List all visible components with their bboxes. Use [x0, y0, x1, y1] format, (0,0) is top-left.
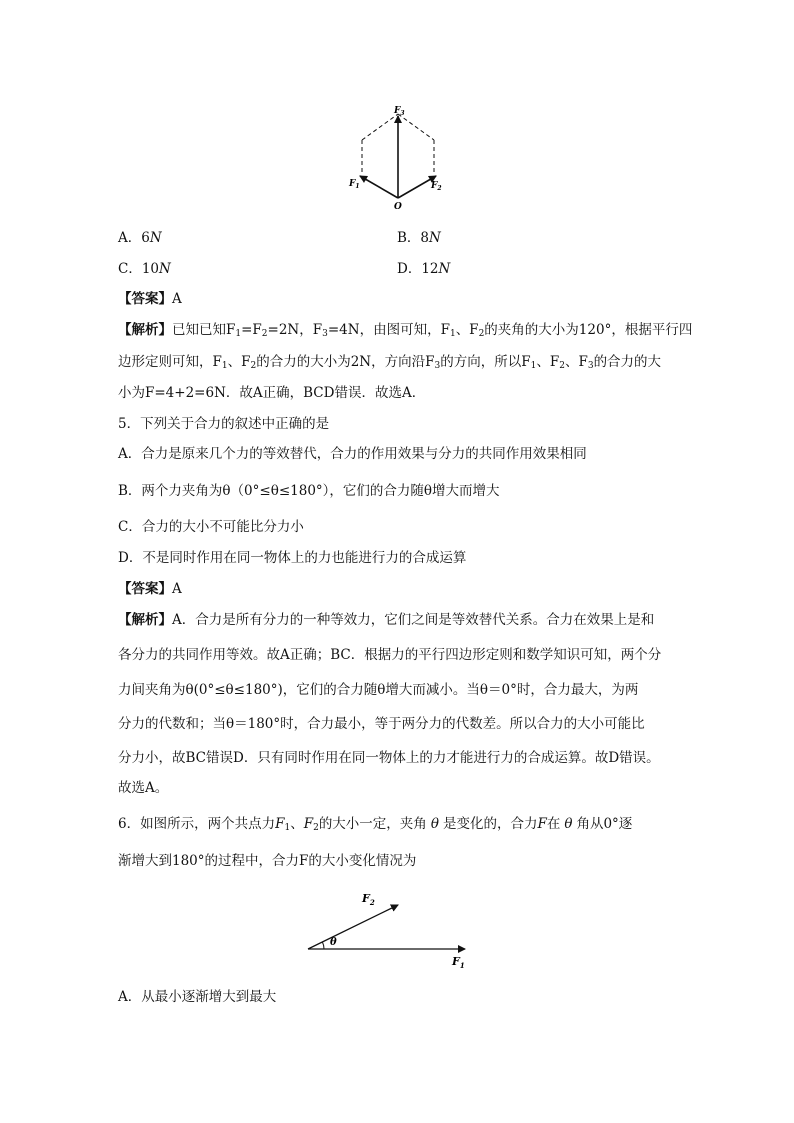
f1-label: $F_1$ [452, 955, 465, 970]
q5-analysis-line-1: 【解析】A．合力是所有分力的一种等效力，它们之间是等效替代关系。合力在效果上是和 [118, 612, 655, 628]
q6-stem-line-2: 渐增大到180°的过程中，合力F的大小变化情况为 [118, 853, 417, 869]
option-c: C．10N [118, 261, 171, 277]
q4-analysis-line-1: 【解析】已知已知$F_1=F_2=2N$，$F_3=4N$，由图可知，$F_1$、$F_2$的夹角的大小为120°，根据平行四 [118, 322, 693, 339]
force-diagram-hexagon [340, 100, 460, 215]
f2-label: $F_2$ [362, 892, 375, 907]
q6-stem-line-1: 6．如图所示，两个共点力$F_1$、$F_2$的大小一定，夹角 θ 是变化的，合力F在 θ 角从0°逐 [118, 816, 633, 833]
q5-analysis-line-2: 各分力的共同作用等效。故A正确；BC．根据力的平行四边形定则和数学知识可知，两个分 [118, 647, 662, 663]
q5-analysis-line-3: 力间夹角为θ(0°≤θ≤180°)，它们的合力随θ增大而减小。当θ＝0°时，合力最大，为两 [118, 682, 639, 698]
q4-analysis-line-3: 小为F=4+2=6N．故A正确，BCD错误．故选A． [118, 385, 426, 401]
q4-answer: 【答案】A [118, 291, 182, 307]
q5-analysis-line-4: 分力的代数和；当θ＝180°时，合力最小，等于两分力的代数差。所以合力的大小可能比 [118, 716, 645, 732]
f1-vector [360, 176, 398, 198]
theta-arc [322, 942, 324, 949]
force-angle-diagram [300, 885, 480, 975]
q5-option-a: A．合力是原来几个力的等效替代，合力的作用效果与分力的共同作用效果相同 [118, 446, 587, 462]
q5-analysis-line-5: 分力小，故BC错误D．只有同时作用在同一物体上的力才能进行力的合成运算。故D错误。 [118, 750, 660, 766]
f2-vector [308, 905, 398, 949]
q6-option-a: A．从最小逐渐增大到最大 [118, 989, 277, 1005]
option-b: B．8N [397, 230, 441, 246]
origin-label: O [394, 202, 402, 212]
q5-option-b: B．两个力夹角为θ（0°≤θ≤180°），它们的合力随θ增大而增大 [118, 483, 500, 499]
q4-analysis-line-2: 边形定则可知，$F_1$、$F_2$的合力的大小为2N，方向沿$F_3$的方向，所以$F_1$、$F_2$、$F_3$的合力的大 [118, 354, 662, 371]
f1-label: $F_1$ [349, 179, 360, 190]
q5-answer: 【答案】A [118, 581, 182, 597]
option-d: D．12N [397, 261, 451, 277]
theta-label: θ [330, 937, 337, 948]
option-a: A．6N [118, 230, 162, 246]
q5-stem: 5．下列关于合力的叙述中正确的是 [118, 416, 330, 432]
f2-label: $F_2$ [431, 181, 442, 192]
q5-option-d: D．不是同时作用在同一物体上的力也能进行力的合成运算 [118, 550, 467, 566]
q5-analysis-line-6: 故选A。 [118, 780, 169, 796]
q5-option-c: C．合力的大小不可能比分力小 [118, 519, 304, 535]
f3-label: $F_3$ [394, 106, 405, 117]
